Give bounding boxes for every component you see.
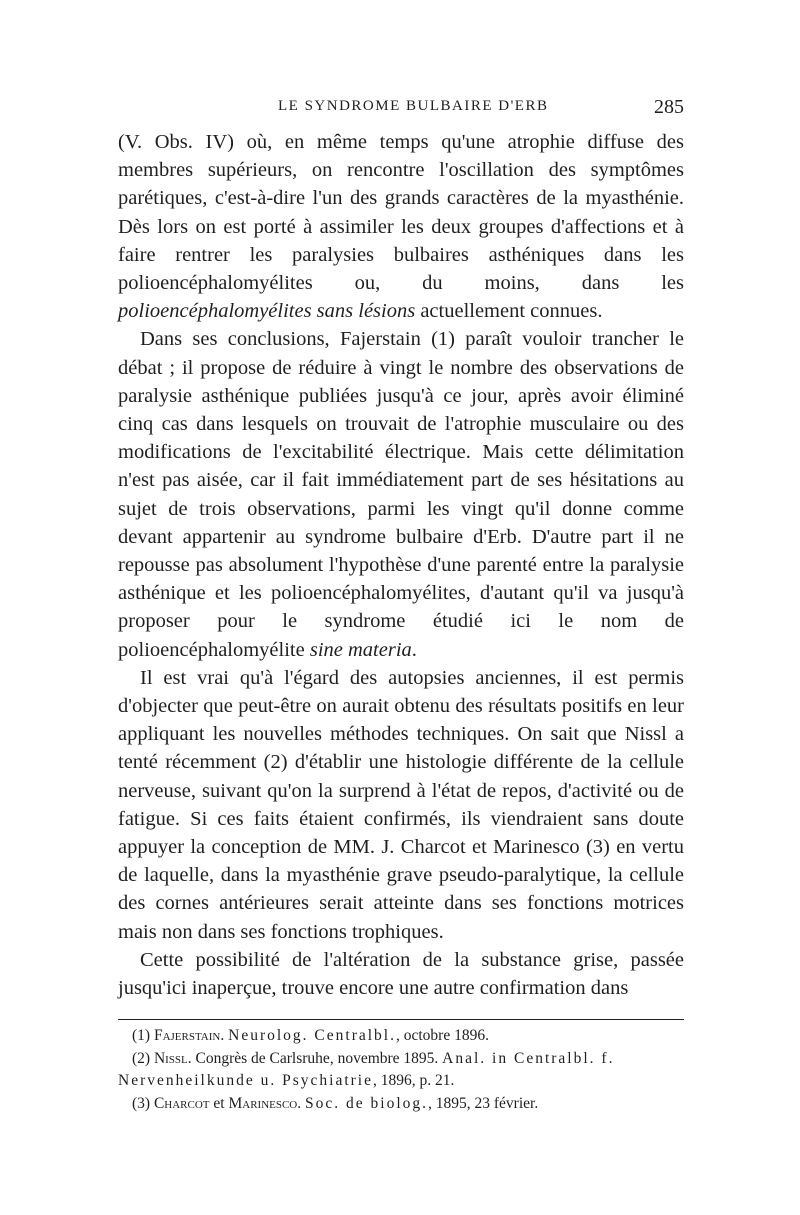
body-text (118, 128, 684, 1002)
footnote-1-journal: Neurolog. Centralbl. (228, 1027, 396, 1044)
page-number: 285 (654, 96, 684, 118)
footnote-2-text: Congrès de Carlsruhe, novembre 1895. (191, 1049, 443, 1067)
paragraph-3: Il est vrai qu'à l'égard des autopsies anciennes, il est permis d'objecter que peut-être on aurait obtenu des résultats positifs en leur appliquant les nouvelles méthodes techniques. On sait que Nissl a tenté récemment (2) d'établir une histologie différente de la cellule nerveuse, suivant qu'on la surprend à l'état de repos, d'activité ou de fatigue. Si ces faits étaient confirmés, ils viendraient sans doute appuyer la conception de MM. J. Charcot et Marinesco (3) en vertu de laquelle, dans la myasthénie grave pseudo-paralytique, la cellule des cornes antérieures serait atteinte dans ses fonctions motrices mais non dans ses fonctions trophiques. (118, 666, 684, 943)
paragraph-1-italic: polioencéphalomyélites sans lésions (118, 300, 416, 323)
footnote-3-author: Charcot (153, 1094, 210, 1112)
footnote-divider (118, 1019, 684, 1020)
footnote-2 (118, 1048, 684, 1093)
footnotes (118, 1025, 684, 1115)
footnote-1 (118, 1025, 684, 1048)
paragraph-1-end: actuellement connues. (415, 300, 603, 323)
footnote-2-journal: Anal. in Centralbl. f. Nervenheilkunde u. Psychiatrie (118, 1049, 615, 1089)
footnote-3-author2: Marinesco. (228, 1094, 302, 1112)
paragraph-1 (118, 128, 684, 325)
footnote-3 (118, 1093, 684, 1116)
paragraph-1-text: (V. Obs. IV) où, en même temps qu'une atrophie diffuse des membres supérieurs, on rencontre l'oscillation des symptômes parétiques, c'est-à-dire l'un des grands caractères de la myasthénie. Dès lors on est porté à assimiler les deux groupes d'affections et à faire rentrer les paralysies bulbaires asthéniques dans les polioencéphalomyélites ou, du moins, dans les (118, 131, 684, 295)
paragraph-4: Cette possibilité de l'altération de la substance grise, passée jusqu'ici inaperçue, trouve encore une autre confirmation dans (118, 948, 684, 1000)
footnote-1-author: Fajerstain. (153, 1027, 225, 1044)
paragraph-2 (118, 325, 684, 663)
footnote-2-author: Nissl. (153, 1049, 192, 1067)
paragraph-2-end: . (411, 638, 417, 661)
footnote-3-rest: , 1895, 23 février. (428, 1094, 539, 1112)
footnote-3-number: (3) (132, 1094, 151, 1112)
footnote-1-rest: , octobre 1896. (395, 1027, 489, 1044)
footnote-3-mid: et (209, 1094, 229, 1112)
footnote-2-number: (2) (132, 1049, 151, 1067)
footnote-1-number: (1) (132, 1027, 151, 1044)
paragraph-2-text: Dans ses conclusions, Fajerstain (1) paraît vouloir trancher le débat ; il propose de réduire à vingt le nombre des observations de paralysie asthénique publiées jusqu'à ce jour, après avoir éliminé cinq cas dans lesquels on trouvait de l'atrophie musculaire ou des modifications de l'excitabilité électrique. Mais cette délimitation n'est pas aisée, car il fait immédiatement part de ses hésitations au sujet de trois observations, parmi les vingt qu'il donne comme devant appartenir au syndrome bulbaire d'Erb. D'autre part il ne repousse pas absolument l'hypothèse d'une parenté entre la paralysie asthénique et les polioencéphalomyélites, d'autant qu'il va jusqu'à proposer pour le syndrome étudié ici le nom de polioencéphalomyélite (118, 328, 684, 661)
running-header (118, 96, 684, 120)
footnote-2-rest: , 1896, p. 21. (372, 1072, 455, 1089)
footnote-3-journal: Soc. de biolog. (305, 1094, 429, 1112)
paragraph-2-italic: sine materia (309, 638, 412, 661)
header-title: LE SYNDROME BULBAIRE D'ERB (278, 98, 549, 114)
